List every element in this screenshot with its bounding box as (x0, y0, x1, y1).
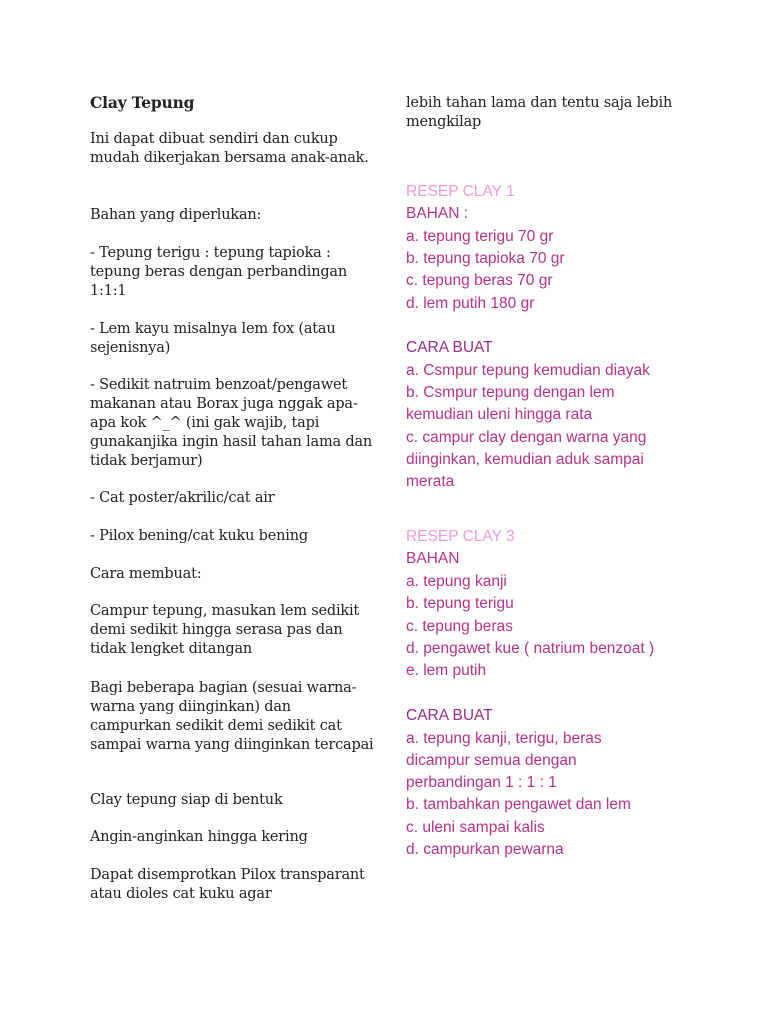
recipe-1-ingredient: d. lem putih 180 gr (406, 295, 535, 312)
recipe-3-cara-label: CARA BUAT (406, 707, 493, 724)
recipe-1-ingredient: b. tepung tapioka 70 gr (406, 250, 565, 267)
method-step-color: Bagi beberapa bagian (sesuai warna-warna yang diinginkan) dan campurkan sedikit demi sedikit cat sampai warna yang diinginkan tercapai (90, 680, 374, 753)
recipe-1-bahan-label: BAHAN : (406, 205, 469, 222)
ingredient-flour: - Tepung terigu : tepung tapioka : tepung beras dengan perbandingan 1:1:1 (90, 245, 348, 299)
method-step-dry: Angin-anginkan hingga kering (90, 829, 308, 845)
ingredients-label: Bahan yang diperlukan: (90, 207, 262, 223)
recipe-3-ingredient: a. tepung kanji (406, 573, 507, 590)
recipe-1-step: a. Csmpur tepung kemudian diayak (406, 362, 650, 379)
recipe-3-step: a. tepung kanji, terigu, beras (406, 730, 602, 747)
recipe-1-step: merata (406, 473, 455, 490)
recipe-3-ingredient: b. tepung terigu (406, 595, 514, 612)
recipe-3-ingredient: c. tepung beras (406, 618, 513, 635)
recipe-3-step: c. uleni sampai kalis (406, 819, 545, 836)
page-title: Clay Tepung (90, 93, 195, 112)
method-step-finish: Dapat disemprotkan Pilox transparant atau dioles cat kuku agar (90, 867, 365, 902)
recipe-3-ingredient: d. pengawet kue ( natrium benzoat ) (406, 640, 655, 657)
intro-paragraph: Ini dapat dibuat sendiri dan cukup mudah dikerjakan bersama anak-anak. (90, 131, 369, 166)
recipe-1-step: b. Csmpur tepung dengan lem (406, 384, 615, 401)
recipe-3-step: dicampur semua dengan (406, 752, 577, 769)
recipe-1-cara-label: CARA BUAT (406, 339, 493, 356)
ingredient-glue: - Lem kayu misalnya lem fox (atau sejenisnya) (90, 321, 336, 356)
recipe-1-step: diinginkan, kemudian aduk sampai (406, 451, 644, 468)
ingredient-paint: - Cat poster/akrilic/cat air (90, 490, 275, 506)
recipe-1-step: kemudian uleni hingga rata (406, 406, 593, 423)
recipe-3-heading: RESEP CLAY 3 (406, 528, 515, 545)
recipe-3-step: d. campurkan pewarna (406, 841, 564, 858)
recipe-3-bahan-label: BAHAN (406, 550, 460, 567)
ingredient-varnish: - Pilox bening/cat kuku bening (90, 528, 308, 544)
recipe-1-ingredient: c. tepung beras 70 gr (406, 272, 553, 289)
recipe-1-step: c. campur clay dengan warna yang (406, 429, 647, 446)
recipe-3-step: perbandingan 1 : 1 : 1 (406, 774, 557, 791)
ingredient-preservative: - Sedikit natruim benzoat/pengawet makanan atau Borax juga nggak apa-apa kok ^_^ (ini gak wajib, tapi gunakanjika ingin hasil tahan lama dan tidak berjamur) (90, 377, 373, 469)
recipe-1-ingredient: a. tepung terigu 70 gr (406, 228, 554, 245)
method-label: Cara membuat: (90, 566, 202, 582)
recipe-3-ingredient: e. lem putih (406, 662, 487, 679)
method-step-shape: Clay tepung siap di bentuk (90, 792, 283, 808)
recipe-3-step: b. tambahkan pengawet dan lem (406, 796, 631, 813)
continuation-text: lebih tahan lama dan tentu saja lebih mengkilap (406, 95, 673, 130)
recipe-1-heading: RESEP CLAY 1 (406, 183, 515, 200)
method-step-mix: Campur tepung, masukan lem sedikit demi sedikit hingga serasa pas dan tidak lengket ditangan (90, 603, 360, 657)
